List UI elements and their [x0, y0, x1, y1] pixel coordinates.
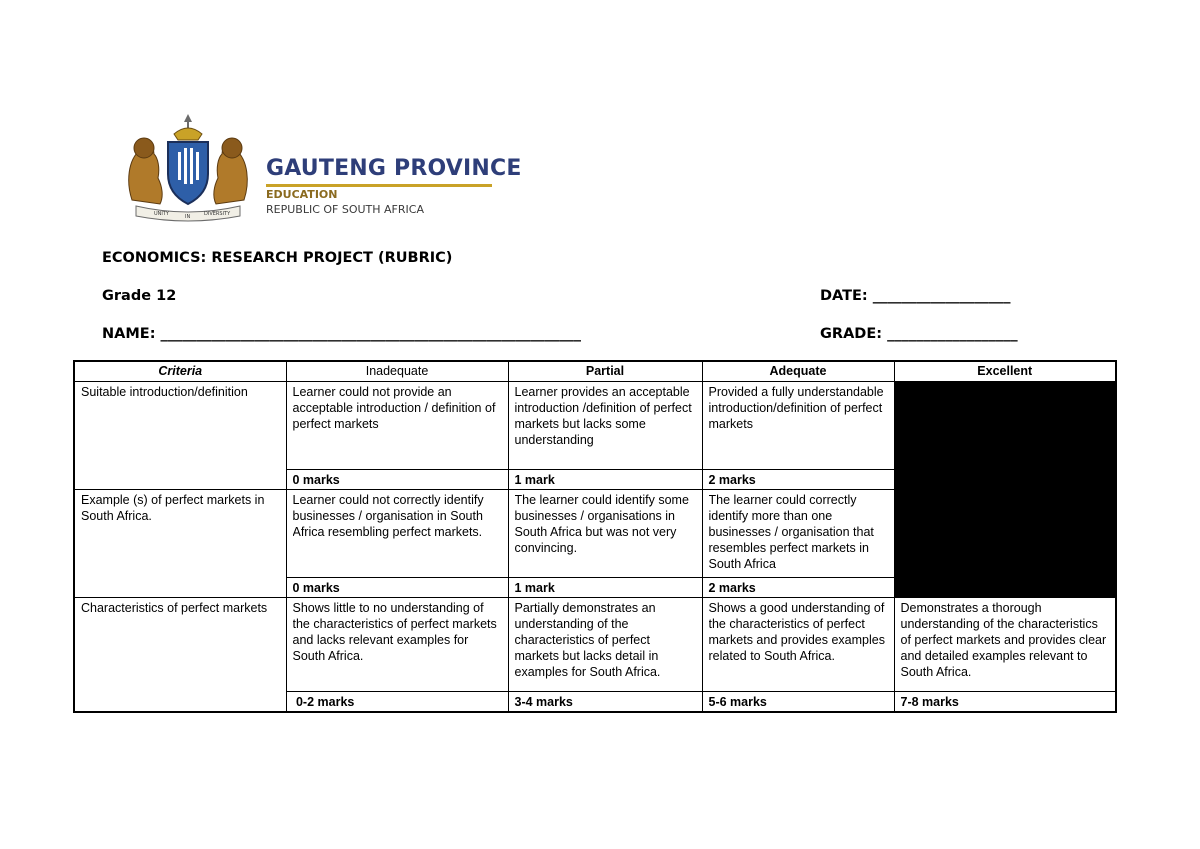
table-header-row: [74, 361, 1116, 382]
header-partial: Partial: [508, 361, 702, 382]
marks-cell: 0 marks: [286, 578, 508, 598]
header-inadequate: Inadequate: [286, 361, 508, 382]
adequate-cell: The learner could correctly identify more than one businesses / organisation that resembles perfect markets in South Africa: [702, 490, 894, 578]
name-field[interactable]: NAME: __________________________________________________________: [102, 326, 582, 342]
motto-left: UNITY: [154, 211, 169, 217]
document-title: ECONOMICS: RESEARCH PROJECT (RUBRIC): [102, 250, 453, 266]
header-excellent: Excellent: [894, 361, 1116, 382]
criteria-cell: Suitable introduction/definition: [74, 382, 286, 490]
marks-cell: 0 marks: [286, 470, 508, 490]
gauteng-education-logo: [118, 112, 528, 222]
motto-right: DIVERSITY: [204, 211, 231, 217]
table-row: [74, 382, 1116, 470]
date-field[interactable]: DATE: ___________________: [820, 288, 1011, 304]
marks-cell: 2 marks: [702, 470, 894, 490]
criteria-cell: Example (s) of perfect markets in South Africa.: [74, 490, 286, 598]
marks-cell: 1 mark: [508, 578, 702, 598]
marks-cell: 3-4 marks: [508, 692, 702, 713]
marks-cell: 2 marks: [702, 578, 894, 598]
grade-label: Grade 12: [102, 288, 177, 304]
header-criteria: Criteria: [74, 361, 286, 382]
logo-underline: [266, 184, 492, 187]
grade-field[interactable]: GRADE: __________________: [820, 326, 1018, 342]
adequate-cell: Shows a good understanding of the characteristics of perfect markets and provides examples related to South Africa.: [702, 598, 894, 692]
coat-of-arms-icon: [118, 112, 258, 222]
inadequate-cell: Learner could not provide an acceptable introduction / definition of perfect markets: [286, 382, 508, 470]
excellent-cell: Demonstrates a thorough understanding of the characteristics of perfect markets and provides clear and detailed examples relevant to South Africa.: [894, 598, 1116, 692]
table-row: [74, 598, 1116, 692]
inadequate-cell: Shows little to no understanding of the characteristics of perfect markets and lacks relevant examples for South Africa.: [286, 598, 508, 692]
criteria-cell: Characteristics of perfect markets: [74, 598, 286, 713]
inadequate-cell: Learner could not correctly identify businesses / organisation in South Africa resembling perfect markets.: [286, 490, 508, 578]
header-adequate: Adequate: [702, 361, 894, 382]
marks-cell: 7-8 marks: [894, 692, 1116, 713]
logo-education: EDUCATION: [266, 188, 338, 201]
rubric-table: [73, 360, 1117, 713]
adequate-cell: Provided a fully understandable introduction/definition of perfect markets: [702, 382, 894, 470]
partial-cell: Partially demonstrates an understanding of the characteristics of perfect markets but lacks detail in examples for South Africa.: [508, 598, 702, 692]
logo-title: GAUTENG PROVINCE: [266, 156, 522, 181]
excellent-blackout-cell: [894, 382, 1116, 598]
marks-cell: 1 mark: [508, 470, 702, 490]
motto-mid: IN: [185, 214, 191, 220]
marks-cell: 5-6 marks: [702, 692, 894, 713]
logo-republic: REPUBLIC OF SOUTH AFRICA: [266, 203, 424, 216]
marks-cell: 0-2 marks: [286, 692, 508, 713]
partial-cell: Learner provides an acceptable introduction /definition of perfect markets but lacks some understanding: [508, 382, 702, 470]
partial-cell: The learner could identify some businesses / organisations in South Africa but was not very convincing.: [508, 490, 702, 578]
